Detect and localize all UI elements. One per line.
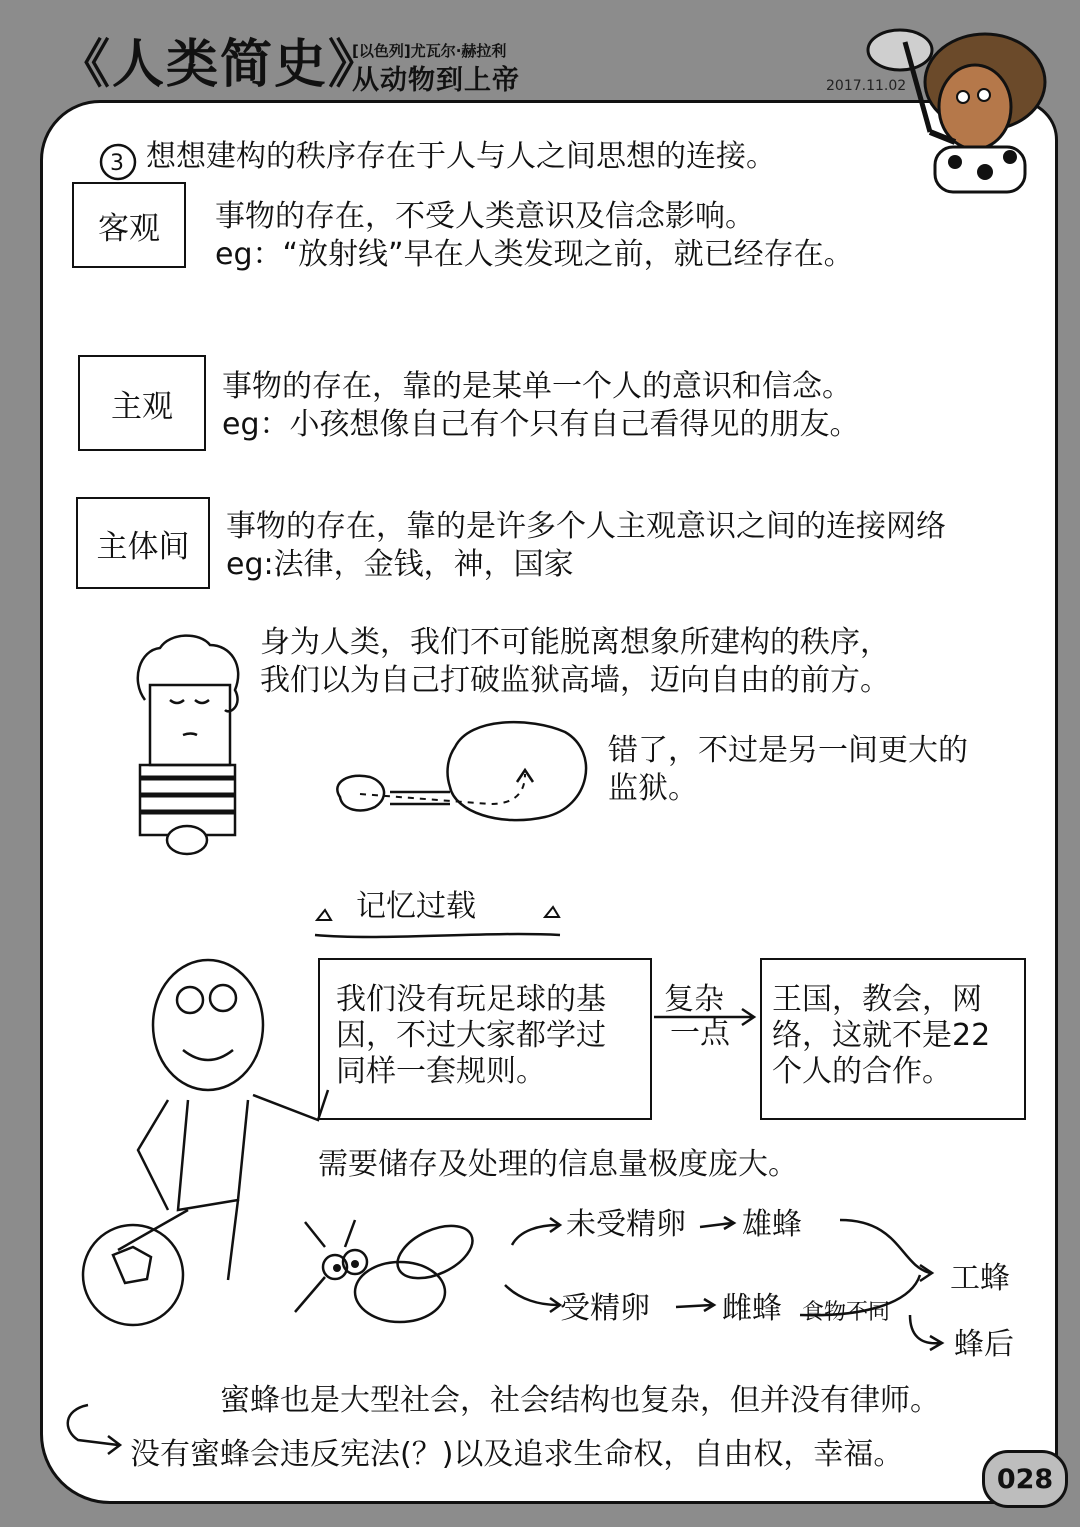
caveman-illustration [860,22,1060,202]
objective-example: eg：“放射线”早在人类发现之前，就已经存在。 [215,237,854,272]
arrow-label-2: 一点 [670,1016,730,1051]
intersubjective-definition: 事物的存在，靠的是许多个人主观意识之间的连接网络 [226,509,946,544]
female-bee: 雌蜂 [722,1291,782,1326]
book-title: 《人类简史》 [58,35,383,95]
memory-box-right-line-3: 个人的合作。 [772,1054,952,1089]
memory-box-left-line-1: 我们没有玩足球的基 [336,982,606,1017]
drone-bee: 雄蜂 [742,1207,802,1242]
unfertilized-egg: 未受精卵 [566,1207,686,1242]
memory-heading-underline [305,905,570,945]
label-intersubjective: 主体间 [76,497,210,589]
food-difference: 食物不同 [802,1300,891,1325]
memory-box-left-line-3: 同样一套规则。 [336,1054,546,1089]
complexity-arrow [652,1002,762,1032]
prison-reply-1: 错了，不过是另一间更大的 [608,733,968,768]
bee-illustration [285,1212,495,1342]
section-heading: 想想建构的秩序存在于人与人之间思想的连接。 [146,139,776,174]
boy-illustration [125,630,250,860]
subjective-definition: 事物的存在，靠的是某单一个人的意识和信念。 [222,369,852,404]
prison-reply-2: 监狱。 [608,771,698,806]
subtitle: 从动物到上帝 [352,65,520,96]
label-subjective: 主观 [78,355,206,451]
bee-constitution-line: 没有蜜蜂会违反宪法(？)以及追求生命权，自由权，幸福。 [130,1437,904,1472]
section-number: 3 [110,151,124,176]
arrow-label-1: 复杂 [664,982,724,1017]
page-number: 028 [982,1450,1068,1508]
label-objective: 客观 [72,182,186,268]
queen-bee: 蜂后 [954,1327,1014,1362]
author: [以色列]尤瓦尔·赫拉利 [352,42,507,60]
memory-box-right-line-1: 王国，教会，网 [772,982,982,1017]
info-overload: 需要储存及处理的信息量极度庞大。 [318,1147,798,1182]
prison-line-1: 身为人类，我们不可能脱离想象所建构的秩序， [260,625,890,660]
memory-heading: 记忆过载 [356,889,476,924]
memory-box-left-line-2: 因，不过大家都学过 [336,1018,606,1053]
memory-box-right-line-2: 络，这就不是22 [772,1018,991,1053]
fertilized-egg: 受精卵 [560,1291,650,1326]
prison-line-2: 我们以为自己打破监狱高墙，迈向自由的前方。 [260,663,890,698]
subjective-example: eg：小孩想像自己有个只有自己看得见的朋友。 [222,407,860,442]
intersubjective-example: eg:法律，金钱，神，国家 [226,547,574,582]
curved-arrow [58,1400,138,1460]
bee-society-line: 蜜蜂也是大型社会，社会结构也复杂，但并没有律师。 [220,1383,940,1418]
prison-escape-doodle [330,712,600,832]
worker-bee: 工蜂 [950,1261,1010,1296]
date: 2017.11.02 [826,78,907,94]
objective-definition: 事物的存在，不受人类意识及信念影响。 [215,199,755,234]
